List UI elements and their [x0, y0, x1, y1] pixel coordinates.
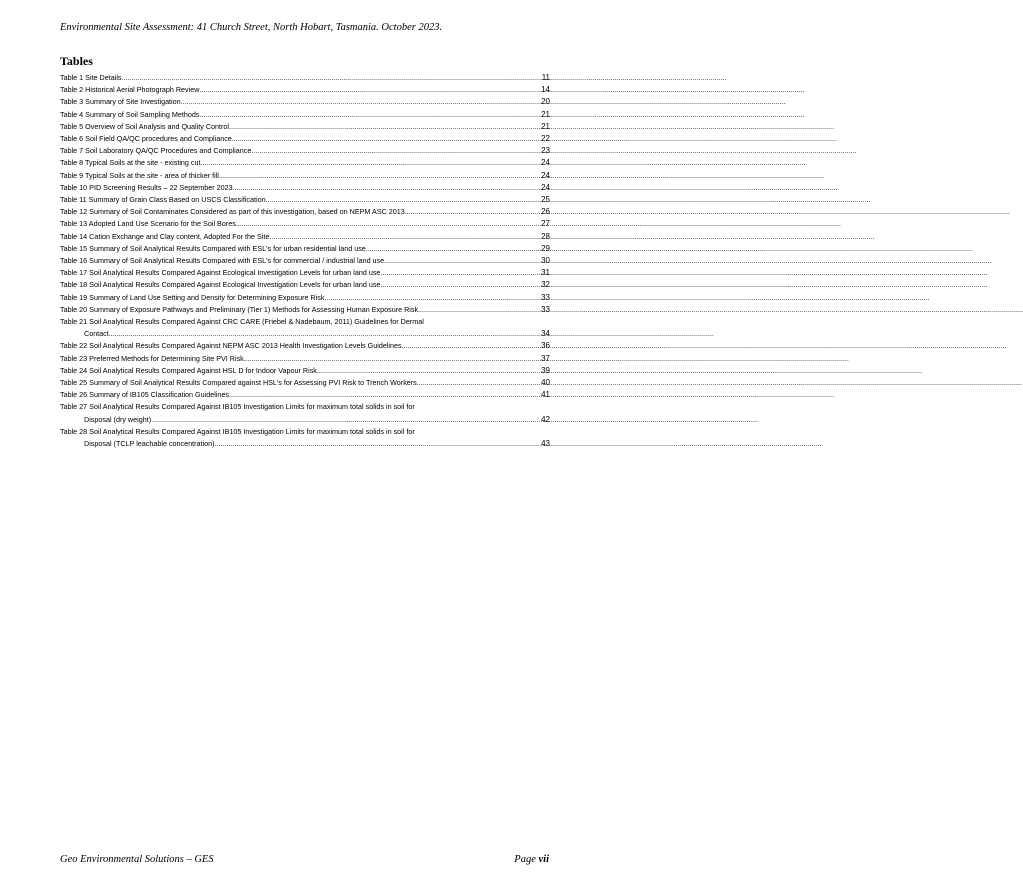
toc-entry-page: 23 [541, 146, 550, 156]
toc-entry-page: 22 [541, 134, 550, 144]
toc-entry-page: 31 [541, 268, 550, 278]
footer-company: Geo Environmental Solutions – GES [60, 854, 214, 865]
toc-entry-label: Table 13 Adopted Land Use Scenario for the Soil Bores [60, 219, 236, 229]
toc-entry-label: Table 27 Soil Analytical Results Compared Against IB105 Investigation Limits for maximum total solids in soil for [60, 402, 415, 412]
dot-leader [402, 340, 540, 352]
toc-entry-label: Table 1 Site Details [60, 73, 122, 82]
toc-entry-page: 28 [541, 231, 550, 241]
toc-entry[interactable] [60, 243, 550, 255]
toc-entry-label: Table 10 PID Screening Results – 22 September 2023 [60, 182, 233, 192]
toc-entry-page: 43 [541, 439, 550, 449]
toc-entry-page: 14 [541, 85, 550, 95]
toc-entry[interactable] [60, 353, 550, 365]
footer-page-label: Page [514, 854, 536, 865]
toc-entry[interactable] [60, 267, 550, 279]
toc-entry-label: Table 23 Preferred Methods for Determining Site PVI Risk [60, 353, 244, 363]
toc-entry-page: 37 [541, 353, 550, 363]
toc-entry[interactable] [60, 365, 550, 377]
toc-entry[interactable] [60, 389, 550, 401]
toc-entry-label: Table 11 Summary of Grain Class Based on USCS Classification [60, 195, 266, 205]
toc-entry-page: 20 [541, 97, 550, 107]
page-header: Environmental Site Assessment: 41 Church Street, North Hobart, Tasmania. October 2023. [60, 22, 443, 33]
toc-entry[interactable] [60, 206, 550, 218]
toc-entry-label: Table 6 Soil Field QA/QC procedures and Compliance [60, 134, 232, 144]
toc-entry-page: 33 [541, 292, 550, 302]
toc-entry[interactable] [60, 401, 550, 425]
toc-entry-label: Table 18 Soil Analytical Results Compared Against Ecological Investigation Levels for urban land use. [60, 280, 383, 290]
dot-leader [269, 231, 539, 243]
toc-entry-page: 27 [541, 219, 550, 229]
toc-entry-page: 11 [541, 73, 550, 82]
toc-entry-label: Table 21 Soil Analytical Results Compared Against CRC CARE (Friebel & Nadebaum, 2011) Guidelines for Dermal [60, 317, 424, 327]
toc-entry[interactable] [60, 377, 550, 389]
toc-entry-page: 30 [541, 256, 550, 266]
dot-leader [386, 255, 539, 267]
footer-page [514, 854, 549, 865]
toc-entry-page: 42 [541, 414, 550, 424]
section-title: Tables [60, 54, 93, 68]
toc-entry[interactable] [60, 84, 550, 96]
toc-entry-label: Table 26 Summary of IB105 Classification Guidelines [60, 390, 229, 400]
toc-entry-label-cont: Disposal (TCLP leachable concentration). [84, 439, 217, 449]
toc-entry[interactable] [60, 292, 550, 304]
dot-leader [199, 84, 539, 96]
dot-leader [217, 438, 540, 450]
toc-entry[interactable] [60, 72, 550, 84]
toc-entry-label: Table 9 Typical Soils at the site - area of thicker fill [60, 170, 219, 180]
toc-entry-label: Table 12 Summary of Soil Contaminates Considered as part of this investigation, based on NEPM ASC 2013 [60, 207, 405, 217]
toc-entry-page: 24 [541, 170, 550, 180]
dot-leader [153, 414, 539, 426]
dot-leader [244, 353, 539, 365]
toc-entry-page: 33 [541, 304, 550, 314]
toc-entry[interactable] [60, 218, 550, 230]
toc-entry-label: Table 4 Summary of Soil Sampling Methods [60, 109, 200, 119]
toc-entry-page: 21 [541, 121, 550, 131]
toc-entry-label: Table 5 Overview of Soil Analysis and Quality Control [60, 121, 229, 131]
toc-entry[interactable] [60, 145, 550, 157]
toc-entry[interactable] [60, 194, 550, 206]
toc-entry-label: Table 2 Historical Aerial Photograph Review [60, 85, 200, 95]
toc-entry-page: 29 [541, 243, 550, 253]
toc-entry-label: Table 24 Soil Analytical Results Compared Against HSL D for Indoor Vapour Risk [60, 365, 317, 375]
toc-entry-page: 25 [541, 195, 550, 205]
toc-entry[interactable] [60, 279, 550, 291]
toc-entry-label: Table 28 Soil Analytical Results Compared Against IB105 Investigation Limits for maximum total solids in soil for [60, 426, 415, 436]
toc-entry-page: 21 [541, 109, 550, 119]
dot-leader [229, 389, 539, 401]
toc-entry[interactable] [60, 121, 550, 133]
toc-entry-page: 24 [541, 182, 550, 192]
toc-entry-label: Table 19 Summary of Land Use Setting and Density for Determining Exposure Risk [60, 292, 325, 302]
dot-leader [219, 170, 539, 182]
dot-leader [317, 365, 539, 377]
toc-entry[interactable] [60, 231, 550, 243]
toc-entry-label: Table 25 Summary of Soil Analytical Results Compared against HSL's for Assessing PVI Risk to Trench Workers [60, 378, 417, 388]
toc-entry[interactable] [60, 182, 550, 194]
dot-leader [368, 243, 539, 255]
toc-entry-label: Table 14 Cation Exchange and Clay content, Adopted For the Site [60, 231, 270, 241]
dot-leader [122, 72, 540, 84]
dot-leader [232, 133, 539, 145]
toc-entry-page: 34 [541, 329, 550, 339]
table-list [60, 72, 550, 450]
dot-leader [181, 96, 539, 108]
dot-leader [405, 206, 539, 218]
toc-entry-label: Table 22 Soil Analytical Results Compared Against NEPM ASC 2013 Health Investigation Levels Guidelines [60, 341, 402, 351]
toc-entry-page: 41 [541, 390, 550, 400]
toc-entry-label-cont: Contact [84, 329, 109, 339]
toc-entry[interactable] [60, 170, 550, 182]
dot-leader [201, 157, 540, 169]
toc-entry-page: 39 [541, 365, 550, 375]
toc-entry[interactable] [60, 109, 550, 121]
toc-entry[interactable] [60, 157, 550, 169]
dot-leader [324, 292, 539, 304]
dot-leader [236, 218, 539, 230]
dot-leader [382, 279, 539, 291]
toc-entry-label: Table 17 Soil Analytical Results Compared Against Ecological Investigation Levels for urban land use. [60, 268, 383, 278]
footer-page-number: vii [538, 854, 549, 865]
dot-leader [233, 182, 539, 194]
toc-entry-page: 36 [541, 341, 550, 351]
dot-leader [229, 121, 539, 133]
toc-entry-label: Table 3 Summary of Site Investigation [60, 97, 181, 107]
toc-entry-label: Table 7 Soil Laboratory QA/QC Procedures and Compliance [60, 146, 252, 156]
toc-entry-label-cont: Disposal (dry weight). [84, 414, 154, 424]
toc-entry[interactable] [60, 426, 550, 450]
toc-entry-label: Table 15 Summary of Soil Analytical Results Compared with ESL's for urban residential land use. [60, 243, 368, 253]
dot-leader [382, 267, 539, 279]
dot-leader [251, 145, 539, 157]
toc-entry-page: 40 [541, 378, 550, 388]
dot-leader [417, 377, 539, 389]
toc-entry-page: 32 [541, 280, 550, 290]
toc-entry[interactable] [60, 304, 550, 316]
dot-leader [199, 109, 539, 121]
toc-entry-page: 24 [541, 158, 550, 168]
toc-entry[interactable] [60, 316, 550, 340]
toc-entry-label: Table 16 Summary of Soil Analytical Results Compared with ESL's for commercial / industrial land use. [60, 256, 387, 266]
dot-leader [266, 194, 540, 206]
toc-entry-page: 26 [541, 207, 550, 217]
toc-entry[interactable] [60, 96, 550, 108]
toc-entry[interactable] [60, 255, 550, 267]
dot-leader [418, 304, 539, 316]
toc-entry[interactable] [60, 340, 550, 352]
toc-entry[interactable] [60, 133, 550, 145]
toc-entry-label: Table 8 Typical Soils at the site - existing cut [60, 158, 201, 168]
dot-leader [109, 328, 539, 340]
toc-entry-label: Table 20 Summary of Exposure Pathways and Preliminary (Tier 1) Methods for Assessing Human Exposure Risk [60, 304, 419, 314]
